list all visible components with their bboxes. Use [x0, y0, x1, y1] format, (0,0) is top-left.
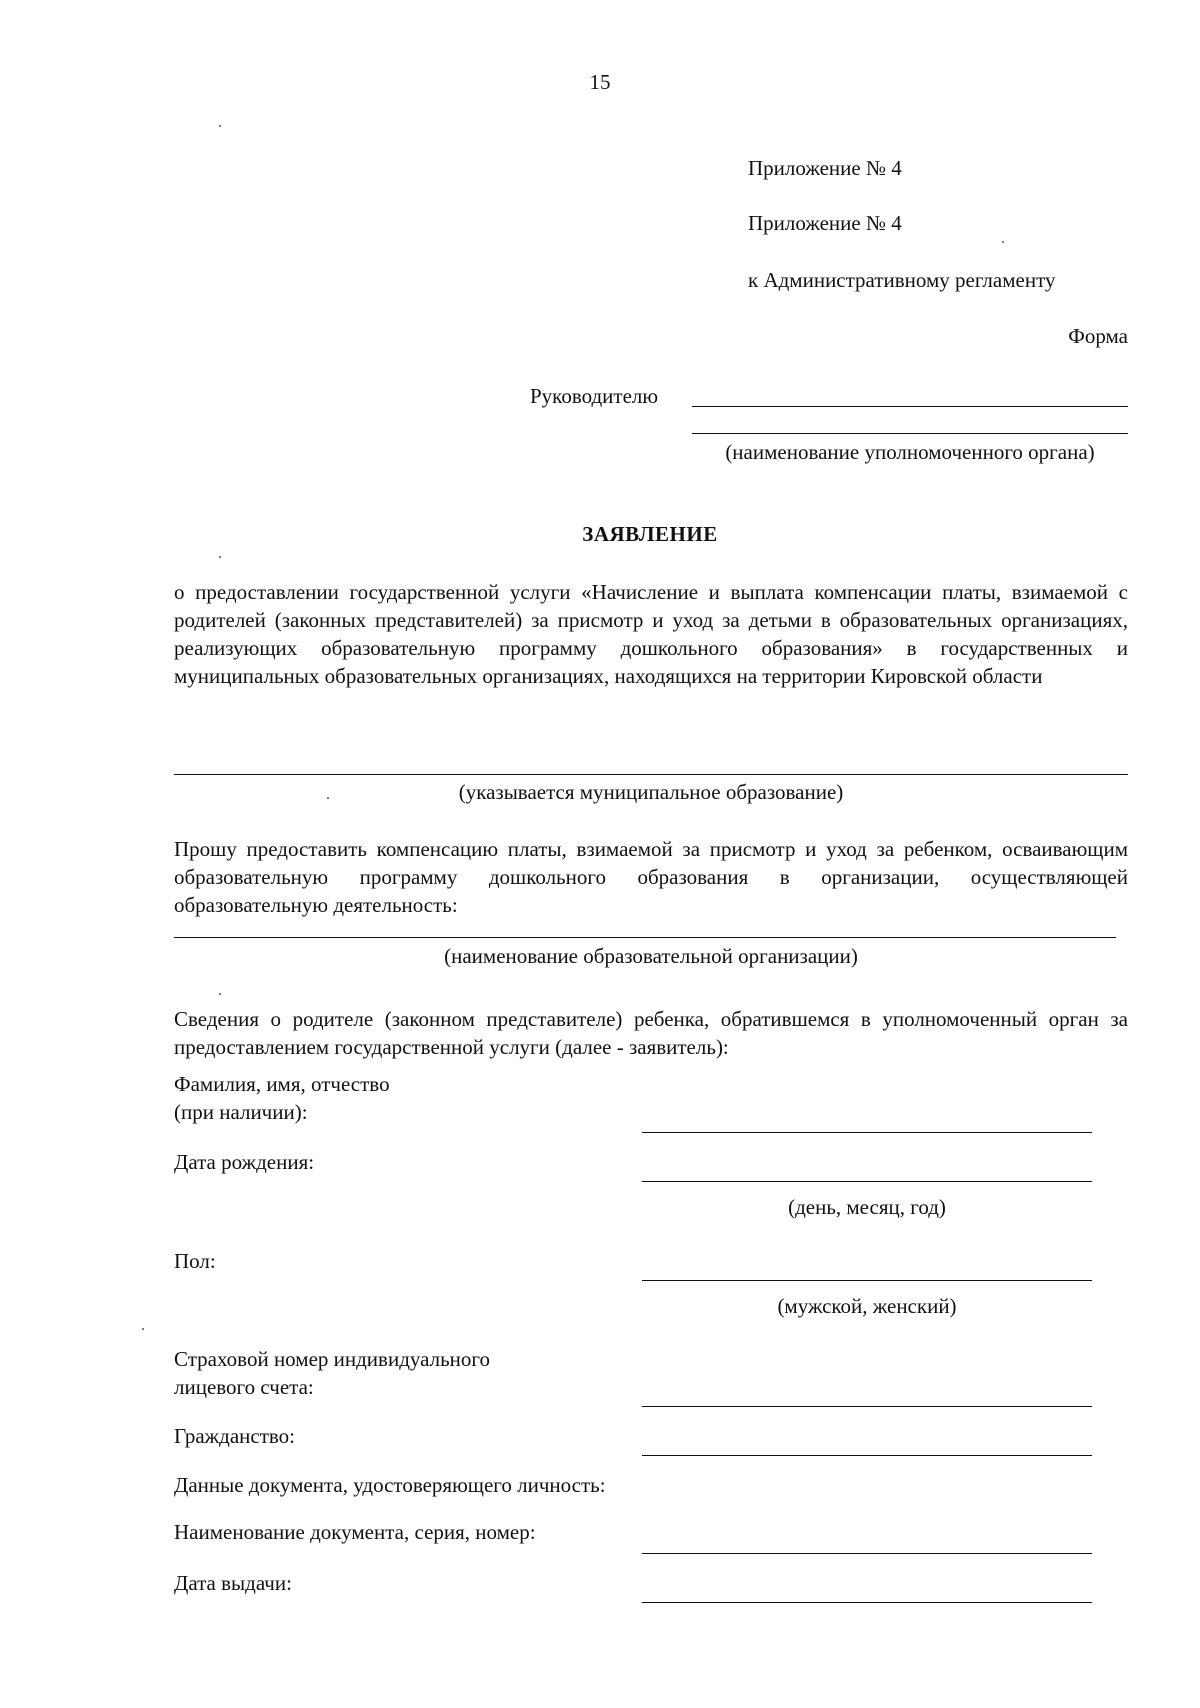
form-label: Форма	[1068, 324, 1128, 348]
snils-input-line[interactable]	[642, 1406, 1092, 1407]
snils-label-line2: лицевого счета:	[174, 1375, 314, 1399]
authority-input-line-2[interactable]	[692, 433, 1128, 434]
parent-info-block	[174, 1005, 1128, 1061]
snils-label	[174, 1345, 490, 1401]
full-name-label	[174, 1070, 390, 1126]
document-title: ЗАЯВЛЕНИЕ	[582, 522, 718, 546]
scan-speck	[142, 1328, 144, 1330]
gender-label: Пол:	[174, 1249, 216, 1273]
subtitle-text: о предоставлении государственной услуги «Начисление и выплата компенсации платы, взимаемой с родителей (законных представителей) за присмотр и уход за детьми в образовательных организациях, реализующих образовательную программу дошкольного образования» в государственных и муниципальных образовательных организациях, находящихся на территории Кировской области	[174, 580, 1128, 688]
birth-date-label: Дата рождения:	[174, 1150, 315, 1174]
regulation-label: к Административному регламенту	[748, 268, 1056, 292]
organization-input-line[interactable]	[174, 937, 1116, 938]
parent-info-text: Сведения о родителе (законном представителе) ребенка, обратившемся в уполномоченный орган за предоставлением государственной услуги (далее - заявитель):	[174, 1007, 1128, 1059]
doc-name-input-line[interactable]	[642, 1553, 1092, 1554]
birth-date-input-line[interactable]	[642, 1181, 1092, 1182]
appendix-label-1: Приложение № 4	[748, 156, 902, 180]
full-name-input-line[interactable]	[642, 1132, 1092, 1133]
doc-name-label: Наименование документа, серия, номер:	[174, 1520, 536, 1544]
to-head-label: Руководителю	[530, 384, 659, 408]
scan-speck	[1002, 241, 1004, 243]
appendix-label-2: Приложение № 4	[748, 211, 902, 235]
page-number: 15	[589, 70, 611, 94]
gender-input-line[interactable]	[642, 1280, 1092, 1281]
request-text: Прошу предоставить компенсацию платы, взимаемой за присмотр и уход за ребенком, осваивающим образовательную программу дошкольного образования в организации, осуществляющей образовательную деятельность:	[174, 837, 1128, 917]
scan-speck	[327, 797, 329, 799]
full-name-label-line1: Фамилия, имя, отчество	[174, 1072, 390, 1096]
authority-input-line-1[interactable]	[692, 406, 1128, 407]
request-block	[174, 835, 1128, 919]
municipality-caption: (указывается муниципальное образование)	[458, 780, 844, 804]
citizenship-label: Гражданство:	[174, 1424, 295, 1448]
full-name-label-line2: (при наличии):	[174, 1100, 308, 1124]
scan-speck	[219, 125, 221, 127]
issue-date-input-line[interactable]	[642, 1602, 1092, 1603]
authority-caption: (наименование уполномоченного органа)	[725, 440, 1095, 464]
subtitle-block	[174, 578, 1128, 690]
municipality-input-line[interactable]	[174, 774, 1128, 775]
organization-caption: (наименование образовательной организации)	[444, 944, 858, 968]
birth-date-caption: (день, месяц, год)	[788, 1195, 946, 1219]
issue-date-label: Дата выдачи:	[174, 1571, 292, 1595]
id-document-label: Данные документа, удостоверяющего личность:	[174, 1473, 606, 1497]
scan-speck	[219, 556, 221, 558]
snils-label-line1: Страховой номер индивидуального	[174, 1347, 490, 1371]
citizenship-input-line[interactable]	[642, 1455, 1092, 1456]
scan-speck	[219, 993, 221, 995]
gender-caption: (мужской, женский)	[777, 1294, 957, 1318]
